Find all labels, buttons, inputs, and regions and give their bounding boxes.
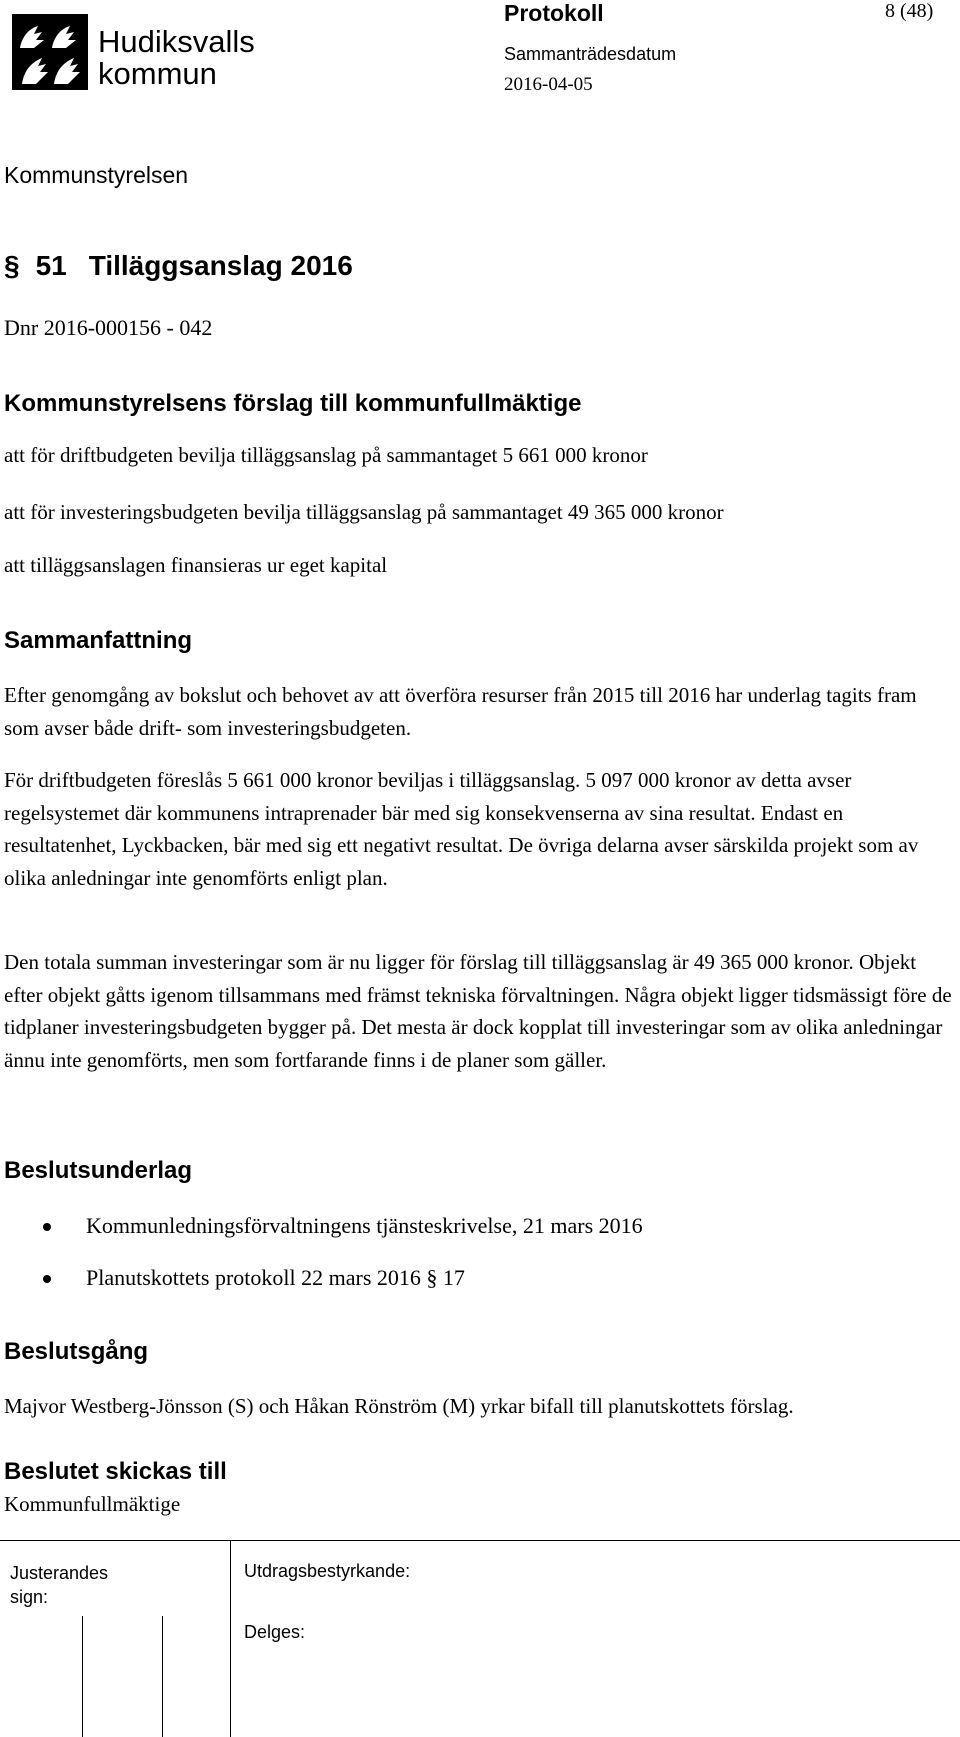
basis-heading: Beslutsunderlag [4, 1157, 193, 1184]
case-number: Dnr 2016-000156 - 042 [4, 315, 213, 340]
proposal-heading: Kommunstyrelsens förslag till kommunfullmäktige [4, 390, 582, 417]
body-organ: Kommunstyrelsen [4, 162, 189, 188]
certified-extract-label: Utdragsbestyrkande: [244, 1561, 411, 1581]
logo-wordmark [98, 26, 255, 90]
municipality-logo [12, 14, 255, 94]
logo-line-1: Hudiksvalls [98, 24, 255, 59]
summary-paragraph: Efter genomgång av bokslut och behovet av att överföra resurser från 2015 till 2016 har underlag tagits fram som avser både drift- som investeringsbudgeten. [4, 683, 917, 740]
signature-line [82, 1616, 83, 1737]
procedure-text: Majvor Westberg-Jönsson (S) och Håkan Rönström (M) yrkar bifall till planutskottets förslag. [4, 1394, 794, 1418]
basis-list [4, 1211, 643, 1315]
paragraph-title [4, 250, 353, 282]
list-item-text: Planutskottets protokoll 22 mars 2016 § 17 [86, 1265, 465, 1290]
procedure-heading: Beslutsgång [4, 1338, 149, 1365]
coat-of-arms-icon [12, 14, 88, 90]
proposal-item: att för investeringsbudgeten bevilja tilläggsanslag på sammantaget 49 365 000 kronor [4, 500, 724, 524]
meeting-date-label: Sammanträdesdatum [504, 44, 677, 64]
sent-to-heading: Beslutet skickas till [4, 1458, 227, 1485]
bullet-icon [43, 1223, 51, 1231]
proposal-item: att för driftbudgeten bevilja tilläggsanslag på sammantaget 5 661 000 kronor [4, 443, 648, 467]
meeting-date: 2016-04-05 [504, 74, 593, 95]
proposal-item: att tilläggsanslagen finansieras ur eget kapital [4, 553, 388, 577]
signature-line [162, 1616, 163, 1737]
footer-column-divider [230, 1540, 231, 1737]
paragraph-heading: Tilläggsanslag 2016 [88, 250, 353, 281]
footer-divider [0, 1540, 960, 1541]
summary-paragraph: Den totala summan investeringar som är nu ligger för förslag till tilläggsanslag är 49 365 000 kronor. Objekt efter objekt gåtts igenom tillsammans med främst tekniska förvaltningen. Några objekt ligger tidsmässigt före de tidplaner investeringsbudgeten bygger på. Det mesta är dock kopplat till investeringar som av olika anledningar ännu inte genomförts, men som fortfarande finns i de planer som gäller. [4, 950, 952, 1072]
section-symbol: § [4, 250, 20, 281]
initials-label: Justerandes sign: [10, 1563, 109, 1607]
list-item [4, 1263, 643, 1315]
summary-paragraph: För driftbudgeten föreslås 5 661 000 kronor beviljas i tilläggsanslag. 5 097 000 kronor av detta avser regelsystemet där kommunens intraprenader bär med sig konsekvenserna av sina resultat. Endast en resultatenhet, Lyckbacken, bär med sig ett negativt resultat. De övriga delarna avser särskilda projekt som av olika anledningar inte genomförts enligt plan. [4, 768, 919, 890]
document-type: Protokoll [504, 0, 604, 26]
summary-heading: Sammanfattning [4, 627, 193, 654]
logo-line-2: kommun [98, 56, 217, 91]
paragraph-number: 51 [35, 250, 67, 281]
list-item-text: Kommunledningsförvaltningens tjänsteskrivelse, 21 mars 2016 [86, 1213, 643, 1238]
distribution-label: Delges: [244, 1622, 306, 1642]
page-number: 8 (48) [885, 0, 934, 22]
bullet-icon [43, 1275, 51, 1283]
sent-to-recipient: Kommunfullmäktige [4, 1492, 181, 1516]
list-item [4, 1211, 643, 1263]
